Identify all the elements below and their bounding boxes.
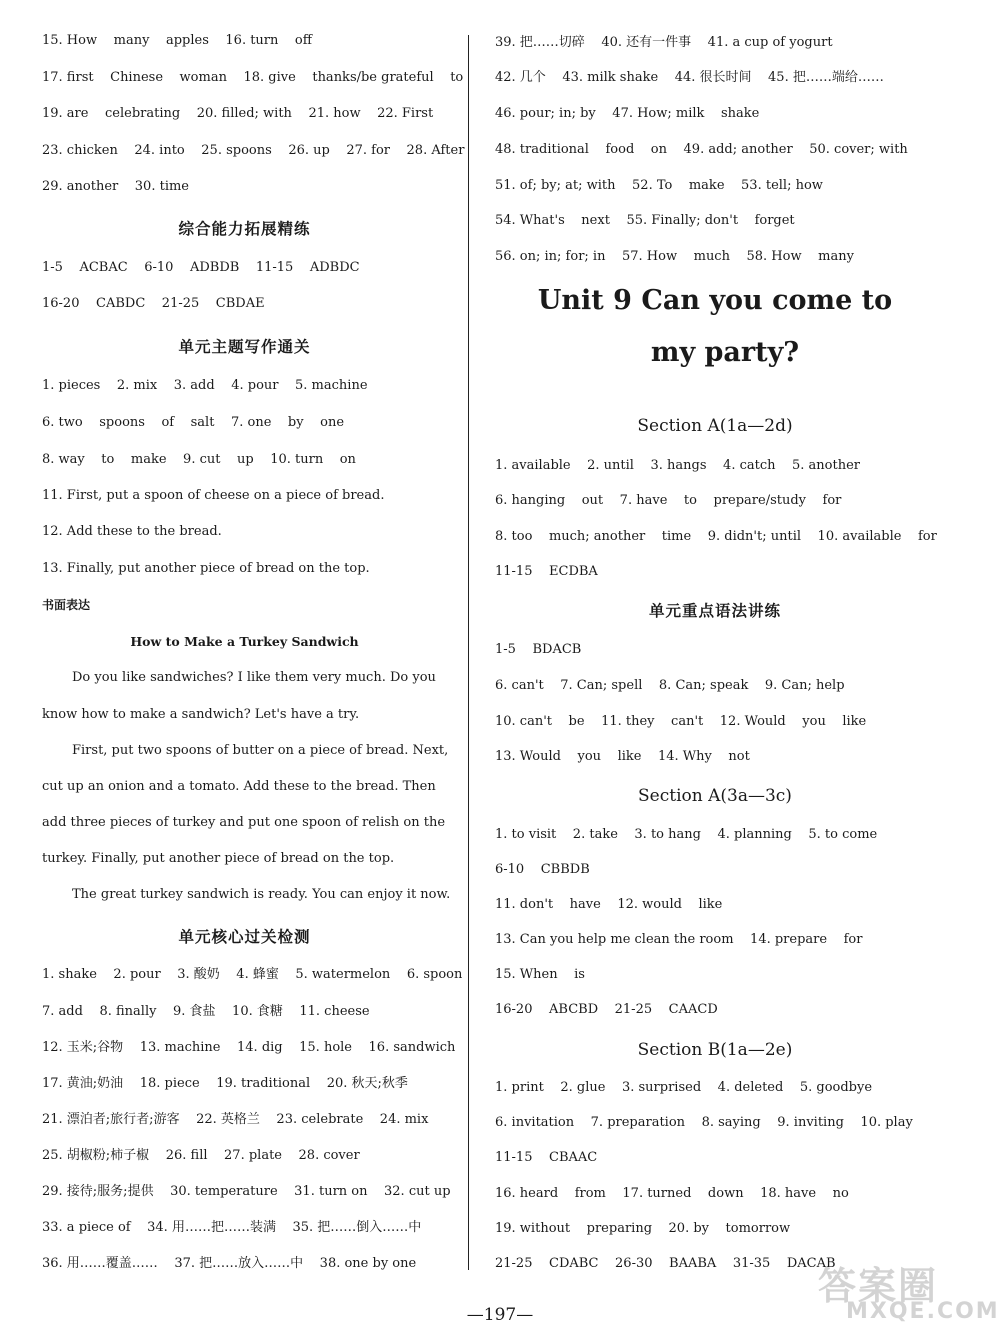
- section-title: Section A(3a—3c): [638, 786, 792, 806]
- section-title: Section A(1a—2d): [637, 416, 793, 436]
- answer-line: 17. first Chinese woman 18. give thanks/be grateful to: [42, 70, 464, 85]
- answer-line: 39. 把……切碎 40. 还有一件事 41. a cup of yogurt: [495, 35, 833, 50]
- answer-line: 19. are celebrating 20. filled; with 21. how 22. First: [42, 106, 434, 121]
- answer-line: 17. 黄油;奶油 18. piece 19. traditional 20. 秋天;秋季: [42, 1076, 408, 1091]
- answer-line: 1. pieces 2. mix 3. add 4. pour 5. machine: [42, 378, 368, 393]
- answer-line: 13. Would you like 14. Why not: [495, 749, 750, 764]
- answer-line: 13. Finally, put another piece of bread on the top.: [42, 561, 370, 576]
- essay-line: Do you like sandwiches? I like them very much. Do you: [72, 670, 436, 685]
- section-heading: 单元核心过关检测: [178, 928, 311, 946]
- answer-line: 13. Can you help me clean the room 14. prepare for: [495, 932, 863, 947]
- answer-line: 1-5 BDACB: [495, 642, 582, 657]
- answer-line: 11. don't have 12. would like: [495, 897, 723, 912]
- answer-line: 19. without preparing 20. by tomorrow: [495, 1221, 791, 1236]
- answer-line: 8. way to make 9. cut up 10. turn on: [42, 452, 356, 467]
- answer-line: 16-20 CABDC 21-25 CBDAE: [42, 296, 265, 311]
- watermark-url: MXQE.COM: [846, 1299, 1000, 1324]
- essay-title: How to Make a Turkey Sandwich: [130, 634, 359, 649]
- answer-line: 1. to visit 2. take 3. to hang 4. planning 5. to come: [495, 827, 878, 842]
- answer-line: 29. 接待;服务;提供 30. temperature 31. turn on 32. cut up: [42, 1184, 451, 1199]
- answer-line: 42. 几个 43. milk shake 44. 很长时间 45. 把……端给……: [495, 70, 884, 85]
- answer-line: 48. traditional food on 49. add; another 50. cover; with: [495, 142, 908, 157]
- answer-line: 46. pour; in; by 47. How; milk shake: [495, 106, 760, 121]
- answer-line: 1. print 2. glue 3. surprised 4. deleted 5. goodbye: [495, 1080, 873, 1095]
- essay-line: The great turkey sandwich is ready. You can enjoy it now.: [72, 887, 451, 902]
- writing-label: 书面表达: [42, 598, 91, 612]
- column-divider: [468, 35, 469, 1270]
- unit-title: Unit 9 Can you come to: [537, 285, 893, 316]
- answer-line: 1. available 2. until 3. hangs 4. catch 5. another: [495, 458, 861, 473]
- answer-line: 7. add 8. finally 9. 食盐 10. 食糖 11. cheese: [42, 1004, 370, 1019]
- section-heading: 综合能力拓展精练: [178, 220, 311, 238]
- answer-line: 21-25 CDABC 26-30 BAABA 31-35 DACAB: [495, 1256, 836, 1271]
- section-title: Section B(1a—2e): [637, 1040, 793, 1060]
- section-heading: 单元重点语法讲练: [648, 602, 781, 620]
- section-heading: 单元主题写作通关: [178, 338, 311, 356]
- essay-line: First, put two spoons of butter on a piece of bread. Next,: [72, 743, 449, 758]
- answer-line: 33. a piece of 34. 用……把……装满 35. 把……倒入……中: [42, 1220, 422, 1235]
- answer-line: 12. Add these to the bread.: [42, 524, 222, 539]
- answer-line: 15. How many apples 16. turn off: [42, 33, 312, 48]
- answer-line: 25. 胡椒粉;柿子椒 26. fill 27. plate 28. cover: [42, 1148, 360, 1163]
- answer-line: 23. chicken 24. into 25. spoons 26. up 27. for 28. After: [42, 143, 465, 158]
- essay-line: turkey. Finally, put another piece of bread on the top.: [42, 851, 395, 866]
- answer-line: 10. can't be 11. they can't 12. Would you like: [495, 714, 867, 729]
- answer-line: 6. can't 7. Can; spell 8. Can; speak 9. Can; help: [495, 678, 845, 693]
- answer-line: 21. 漂泊者;旅行者;游客 22. 英格兰 23. celebrate 24. mix: [42, 1112, 429, 1127]
- answer-line: 56. on; in; for; in 57. How much 58. How many: [495, 249, 854, 264]
- answer-line: 6. hanging out 7. have to prepare/study for: [495, 493, 842, 508]
- answer-line: 36. 用……覆盖…… 37. 把……放入……中 38. one by one: [42, 1256, 417, 1271]
- answer-line: 16. heard from 17. turned down 18. have no: [495, 1186, 849, 1201]
- watermark-logo: [810, 1255, 1000, 1330]
- answer-line: 29. another 30. time: [42, 179, 189, 194]
- watermark-text: 答案圈: [818, 1264, 939, 1308]
- answer-line: 6-10 CBBDB: [495, 862, 590, 877]
- answer-line: 12. 玉米;谷物 13. machine 14. dig 15. hole 16. sandwich: [42, 1040, 456, 1055]
- answer-line: 6. invitation 7. preparation 8. saying 9. inviting 10. play: [495, 1115, 913, 1130]
- answer-line: 1. shake 2. pour 3. 酸奶 4. 蜂蜜 5. watermelon 6. spoon: [42, 967, 463, 982]
- essay-line: cut up an onion and a tomato. Add these to the bread. Then: [42, 779, 436, 794]
- page-number: —197—: [466, 1305, 534, 1325]
- answer-line: 51. of; by; at; with 52. To make 53. tell; how: [495, 178, 823, 193]
- unit-title-line-2: my party?: [650, 337, 800, 368]
- essay-line: add three pieces of turkey and put one spoon of relish on the: [42, 815, 446, 830]
- answer-line: 15. When is: [495, 967, 585, 982]
- essay-line: know how to make a sandwich? Let's have a try.: [42, 707, 360, 722]
- answer-line: 1-5 ACBAC 6-10 ADBDB 11-15 ADBDC: [42, 260, 360, 275]
- answer-line: 11-15 ECDBA: [495, 564, 598, 579]
- answer-line: 11-15 CBAAC: [495, 1150, 598, 1165]
- answer-line: 6. two spoons of salt 7. one by one: [42, 415, 345, 430]
- answer-line: 16-20 ABCBD 21-25 CAACD: [495, 1002, 718, 1017]
- answer-line: 8. too much; another time 9. didn't; until 10. available for: [495, 529, 937, 544]
- answer-line: 54. What's next 55. Finally; don't forget: [495, 213, 795, 228]
- answer-line: 11. First, put a spoon of cheese on a piece of bread.: [42, 488, 385, 503]
